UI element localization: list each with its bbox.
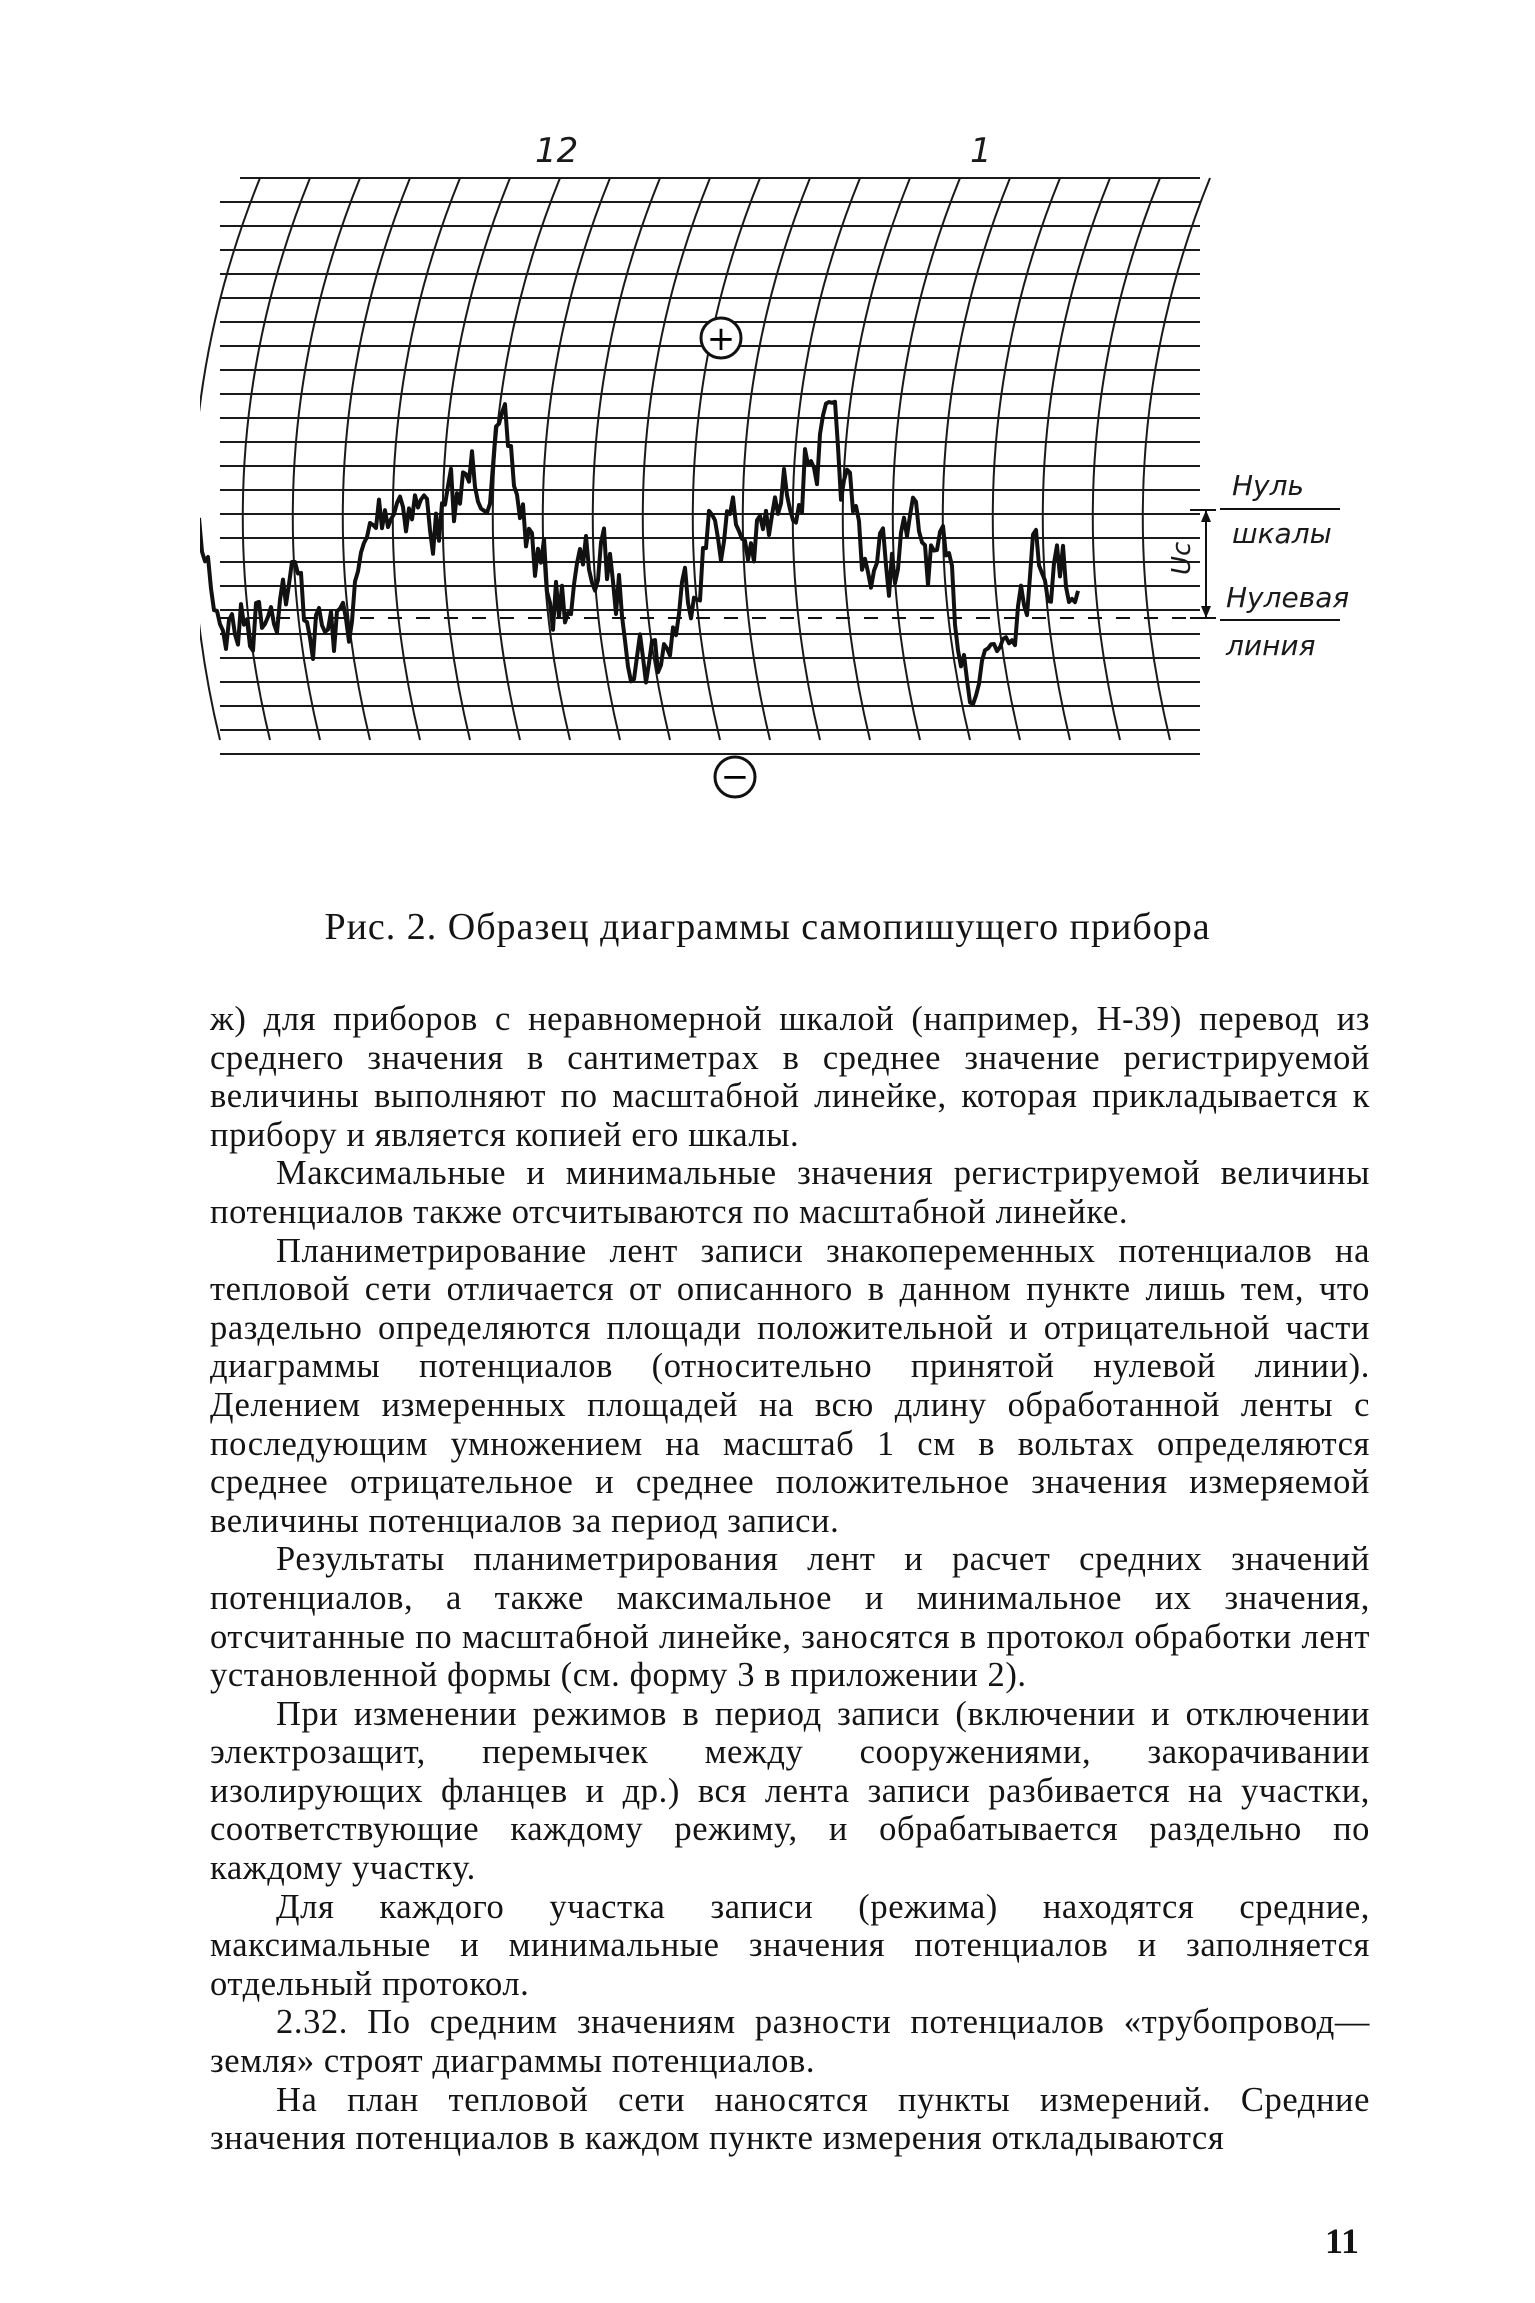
time-arc	[543, 178, 610, 740]
top-label-12: 12	[535, 131, 579, 171]
paragraph: Максимальные и минимальные значения регистрируемой величины потенциалов также отсчитываются по масштабной линейке.	[210, 1154, 1370, 1231]
time-arc	[1093, 178, 1160, 740]
plus-symbol: +	[706, 319, 736, 359]
time-arc	[243, 178, 310, 740]
paragraph: 2.32. По средним значениям разности потенциалов «трубопровод—земля» строят диаграммы потенциалов.	[210, 2003, 1370, 2081]
top-label-1: 1	[970, 131, 992, 171]
time-arc	[893, 178, 960, 740]
zero-line-label	[1220, 581, 1349, 662]
figure-caption: Рис. 2. Образец диаграммы самопишущего прибора	[324, 906, 1211, 948]
time-arc	[1043, 178, 1110, 740]
time-arc	[493, 178, 560, 740]
plus-marker	[701, 318, 741, 359]
time-arc	[293, 178, 360, 740]
paragraph: Планиметрирование лент записи знакопеременных потенциалов на тепловой сети отличается от описанного в данном пункте лишь тем, что раздельно определяются площади положительной и отрицательной части диаграммы потенциалов (относительно принятой нулевой линии). Делением измеренных площадей на всю длину обработанной ленты с последующим умножением на масштаб 1 см в вольтах определяются среднее отрицательное и среднее положительное значения измеряемой величины потенциалов за период записи.	[210, 1231, 1370, 1540]
zero-line-label-line2: линия	[1226, 629, 1316, 662]
minus-marker	[715, 757, 755, 797]
minus-symbol: −	[720, 757, 750, 797]
zero-line-label-line1: Нулевая	[1226, 581, 1350, 614]
recorder-diagram-figure	[200, 120, 1360, 880]
time-arc	[643, 178, 710, 740]
paragraph: ж) для приборов с неравномерной шкалой (например, Н-39) перевод из среднего значения в сантиметрах в среднее значение регистрируемой величины выполняют по масштабной линейке, которая прикладывается к прибору и является копией его шкалы.	[210, 1000, 1370, 1154]
uc-dimension	[1167, 510, 1216, 618]
time-arc	[693, 178, 760, 740]
time-arc	[343, 178, 410, 740]
time-arc	[843, 178, 910, 740]
horizontal-grid	[220, 178, 1200, 754]
chart-paper-svg	[200, 120, 1360, 880]
time-arc	[743, 178, 810, 740]
zero-scale-label	[1220, 469, 1340, 550]
paragraph: Результаты планиметрирования лент и расчет средних значений потенциалов, а также максимальное и минимальное их значения, отсчитанные по масштабной линейке, заносятся в протокол обработки лент установленной формы (см. форму 3 в приложении 2).	[210, 1540, 1370, 1695]
zero-scale-label-line1: Нуль	[1232, 469, 1305, 502]
zero-scale-label-line2: шкалы	[1232, 517, 1332, 550]
time-arc	[393, 178, 460, 740]
page-number: 11	[1325, 2221, 1360, 2261]
body-text	[210, 1000, 1370, 2158]
time-arc	[993, 178, 1060, 740]
paragraph: При изменении режимов в период записи (включении и отключении электрозащит, перемычек между сооружениями, закорачивании изолирующих фланцев и др.) вся лента записи разбивается на участки, соответствующие каждому режиму, и обрабатывается раздельно по каждому участку.	[210, 1694, 1370, 1888]
time-arc	[200, 178, 260, 740]
uc-label: Uc	[1167, 541, 1197, 575]
paragraph: Для каждого участка записи (режима) находятся средние, максимальные и минимальные значения потенциалов и заполняется отдельный протокол.	[210, 1887, 1370, 2003]
curved-time-lines	[200, 178, 1210, 740]
time-arc	[443, 178, 510, 740]
paragraph: На план тепловой сети наносятся пункты измерений. Средние значения потенциалов в каждом пункте измерения откладываются	[210, 2080, 1370, 2158]
time-arc	[943, 178, 1010, 740]
time-arc	[1143, 178, 1210, 740]
